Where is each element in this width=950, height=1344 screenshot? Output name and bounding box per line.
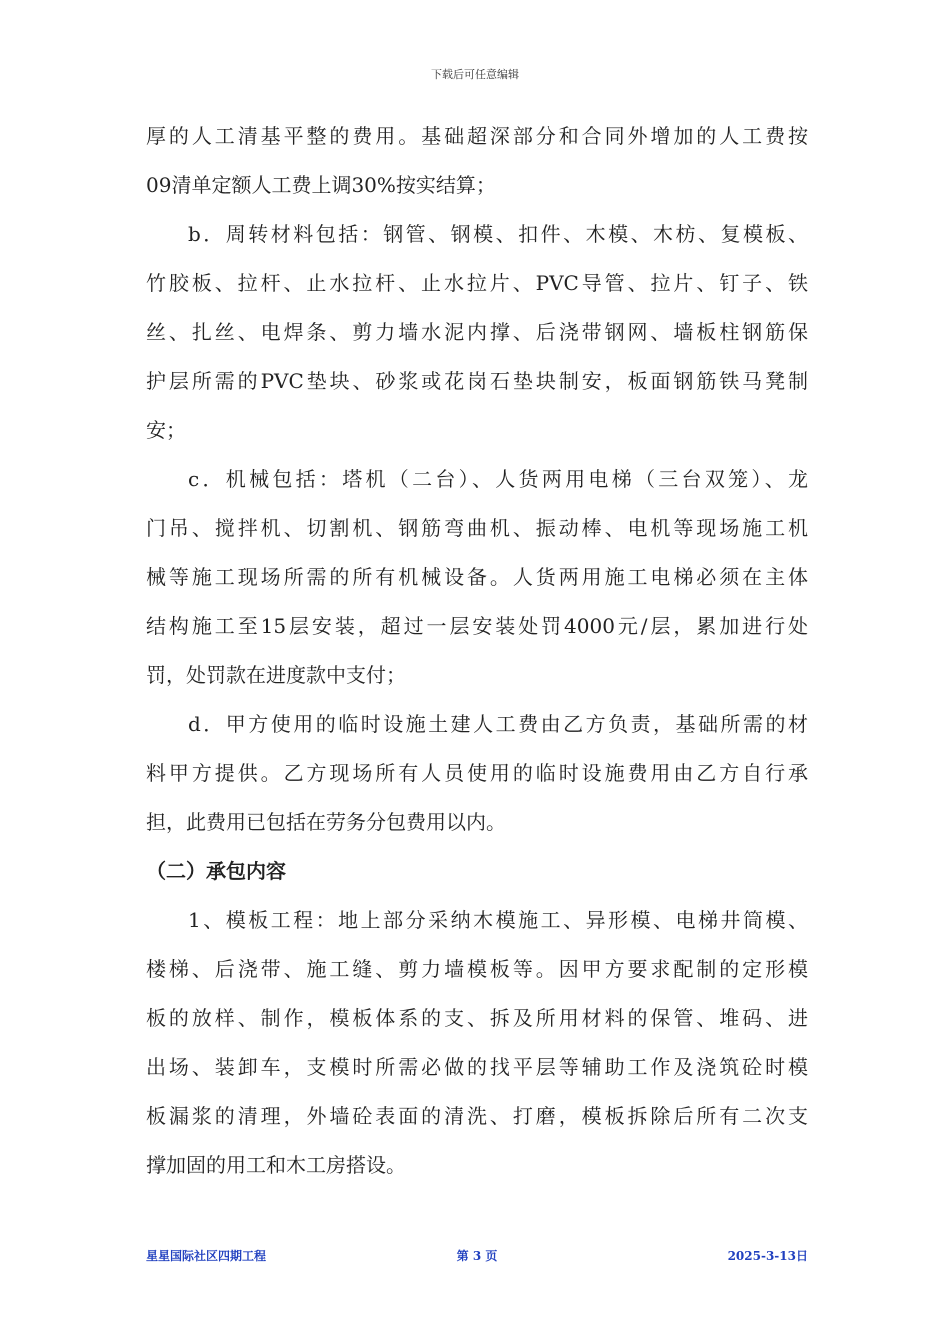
paragraph-line: 安； xyxy=(146,418,186,442)
paragraph-line: 丝、扎丝、电焊条、剪力墙水泥内撑、后浇带钢网、墙板柱钢筋保 xyxy=(146,320,808,344)
paragraph-line: 板漏浆的清理，外墙砼表面的清洗、打磨，模板拆除后所有二次支 xyxy=(146,1104,808,1128)
paragraph-line: 械等施工现场所需的所有机械设备。人货两用施工电梯必须在主体 xyxy=(146,565,808,589)
page-footer xyxy=(146,1247,808,1267)
paragraph-line: 1、模板工程：地上部分采纳木模施工、异形模、电梯井筒模、 xyxy=(188,908,808,932)
paragraph-line: 厚的人工清基平整的费用。基础超深部分和合同外增加的人工费按 xyxy=(146,124,808,148)
paragraph-line: 09清单定额人工费上调30%按实结算； xyxy=(146,173,496,197)
paragraph-line: 料甲方提供。乙方现场所有人员使用的临时设施费用由乙方自行承 xyxy=(146,761,808,785)
paragraph-line: 竹胶板、拉杆、止水拉杆、止水拉片、PVC导管、拉片、钉子、铁 xyxy=(146,271,808,295)
paragraph-line: 门吊、搅拌机、切割机、钢筋弯曲机、振动棒、电机等现场施工机 xyxy=(146,516,808,540)
paragraph-line: 罚，处罚款在进度款中支付； xyxy=(146,663,406,687)
footer-date: 2025-3-13日 xyxy=(727,1249,808,1263)
paragraph-line: 护层所需的PVC垫块、砂浆或花岗石垫块制安，板面钢筋铁马凳制 xyxy=(146,369,808,393)
body-text xyxy=(146,112,808,1190)
paragraph-line: c．机械包括：塔机（二台）、人货两用电梯（三台双笼）、龙 xyxy=(188,467,808,491)
header-note: 下载后可任意编辑 xyxy=(431,68,519,81)
paragraph-line: 结构施工至15层安装，超过一层安装处罚4000元/层，累加进行处 xyxy=(146,614,808,638)
paragraph-line: 担，此费用已包括在劳务分包费用以内。 xyxy=(146,810,506,834)
footer-project-name: 星星国际社区四期工程 xyxy=(146,1249,267,1263)
paragraph-line: b．周转材料包括：钢管、钢模、扣件、木模、木枋、复模板、 xyxy=(188,222,808,246)
paragraph-line: 板的放样、制作，模板体系的支、拆及所用材料的保管、堆码、进 xyxy=(146,1006,808,1030)
footer-page-number: 第 3 页 xyxy=(456,1249,498,1263)
paragraph-line: 撑加固的用工和木工房搭设。 xyxy=(146,1153,406,1177)
paragraph-line: d．甲方使用的临时设施土建人工费由乙方负责，基础所需的材 xyxy=(188,712,808,736)
paragraph-line: 楼梯、后浇带、施工缝、剪力墙模板等。因甲方要求配制的定形模 xyxy=(146,957,808,981)
paragraph-line: 出场、装卸车，支模时所需必做的找平层等辅助工作及浇筑砼时模 xyxy=(146,1055,808,1079)
section-heading: （二）承包内容 xyxy=(146,859,286,883)
